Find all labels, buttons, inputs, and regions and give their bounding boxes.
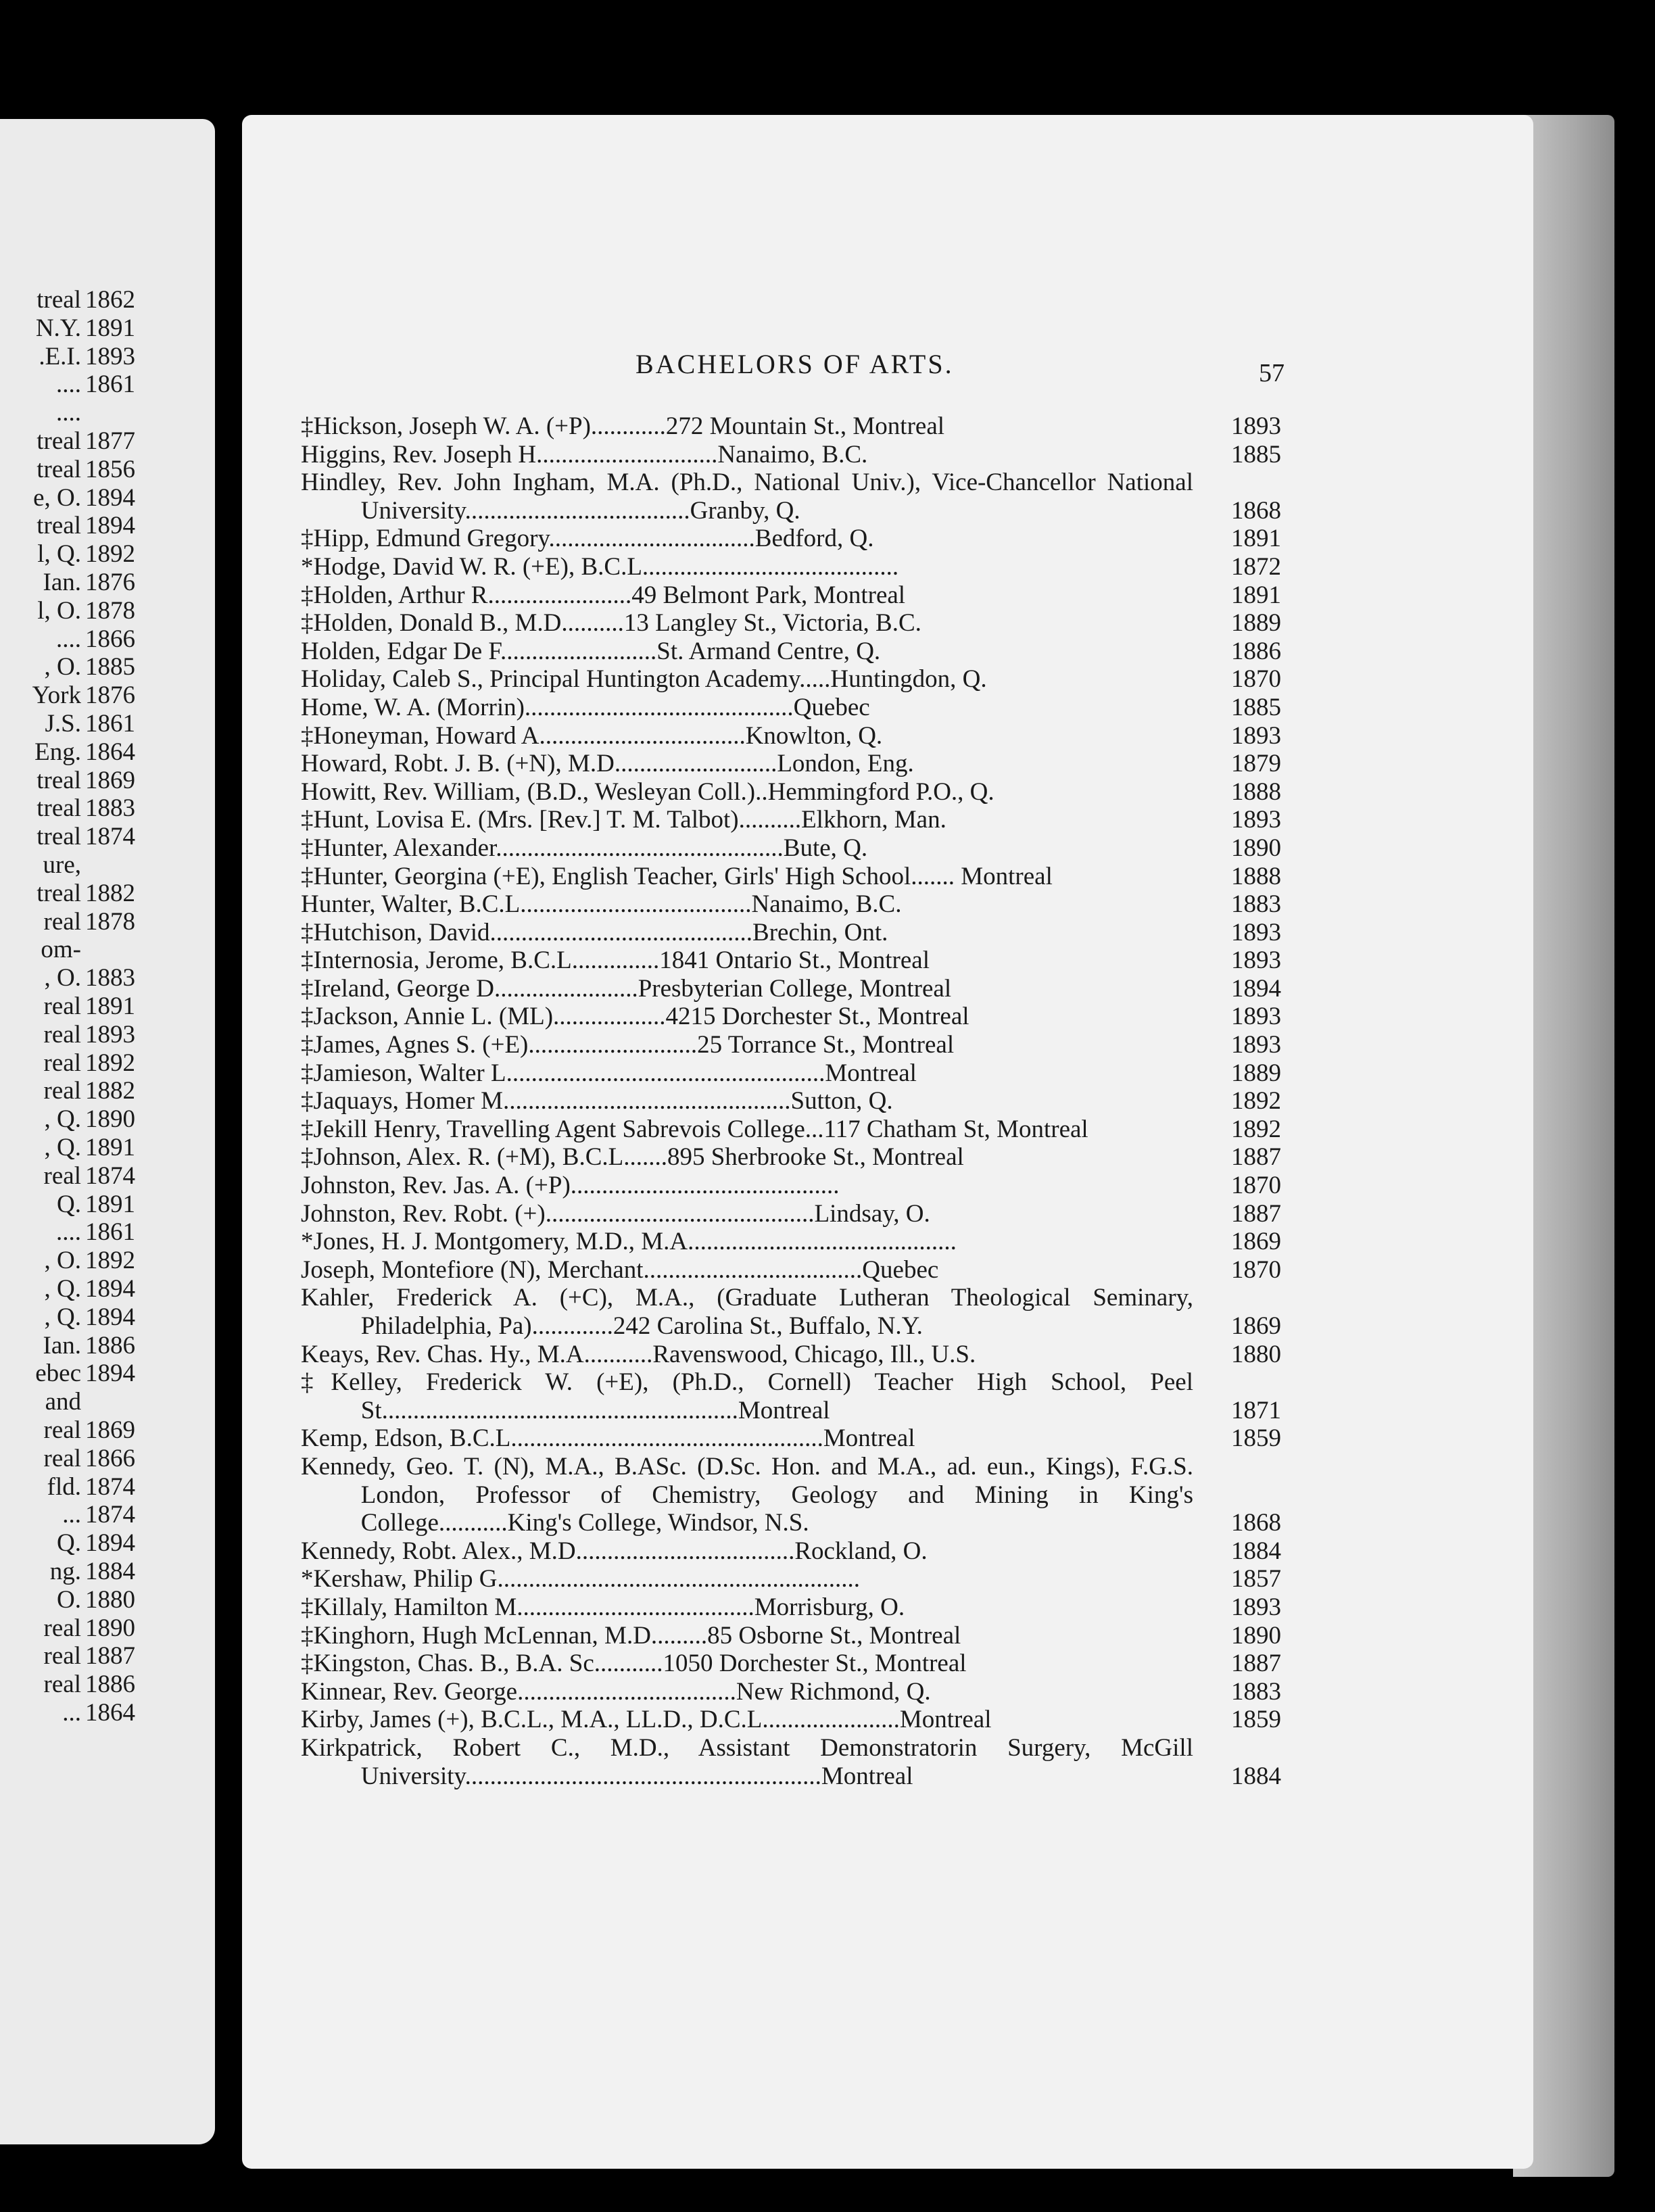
left-fragment-text: real	[43, 1444, 81, 1472]
entry-text: *Jones, H. J. Montgomery, M.D., M.A...........................................	[301, 1228, 957, 1256]
entry	[301, 1031, 1281, 1059]
left-fragment-row	[0, 1445, 133, 1472]
entry-year: 1890	[1231, 1621, 1281, 1650]
left-fragment-year: 1861	[85, 1218, 135, 1247]
entry-year: 1888	[1231, 777, 1281, 806]
left-fragment-text: J.S.	[45, 710, 81, 738]
left-fragment-text: , Q.	[44, 1303, 81, 1331]
entry-text: ‡Kelley, Frederick W. (+E), (Ph.D., Cornell) Teacher High School, Peel St.........................................................Montreal	[301, 1368, 1193, 1424]
left-fragment-row	[0, 1700, 133, 1727]
left-fragment-year: 1874	[85, 1501, 135, 1529]
entry-text: ‡Jaquays, Homer M..............................................Sutton, Q.	[301, 1087, 893, 1115]
entry	[301, 1678, 1281, 1706]
left-fragment-row	[0, 1671, 133, 1698]
left-fragment-year: 1874	[85, 823, 135, 851]
left-fragment-year: 1866	[85, 1444, 135, 1472]
left-fragment-year: 1861	[85, 370, 135, 399]
entry-text: ‡Hunter, Alexander..............................................Bute, Q.	[301, 834, 868, 862]
left-fragment-row	[0, 315, 133, 342]
left-fragment-text: real	[43, 1642, 81, 1670]
entry	[301, 975, 1281, 1003]
entry-text: *Hodge, David W. R. (+E), B.C.L.........................................	[301, 552, 899, 581]
entry-year: 1870	[1231, 1172, 1281, 1200]
entry-year: 1893	[1231, 946, 1281, 975]
entry-text: ‡Holden, Donald B., M.D..........13 Langley St., Victoria, B.C.	[301, 609, 921, 638]
left-fragment-year: 1886	[85, 1331, 135, 1360]
entry-text: ‡Johnson, Alex. R. (+M), B.C.L.......895 Sherbrooke St., Montreal	[301, 1143, 964, 1172]
left-fragment-year: 1864	[85, 1699, 135, 1727]
entry	[301, 1143, 1281, 1172]
entry-year: 1886	[1231, 637, 1281, 665]
entry-text: Holden, Edgar De F.........................St. Armand Centre, Q.	[301, 637, 881, 665]
entry-year: 1887	[1231, 1143, 1281, 1172]
left-fragment-row	[0, 1643, 133, 1670]
left-fragment-row	[0, 1106, 133, 1133]
left-fragment-year: 1894	[85, 483, 135, 512]
left-fragment-text: treal	[37, 455, 81, 483]
left-fragment-year: 1892	[85, 1247, 135, 1275]
left-fragment-year: 1894	[85, 1303, 135, 1331]
entry-text: Kinnear, Rev. George...................................New Richmond, Q.	[301, 1677, 931, 1706]
entry-year: 1885	[1231, 440, 1281, 468]
entry	[301, 468, 1281, 525]
left-fragment-text: .E.I.	[39, 342, 81, 370]
entry-text: ‡Honeyman, Howard A.................................Knowlton, Q.	[301, 721, 883, 750]
left-fragment-row	[0, 1276, 133, 1303]
left-fragment-text: e, O.	[33, 483, 81, 512]
entry-text: Higgins, Rev. Joseph H.............................Nanaimo, B.C.	[301, 440, 868, 468]
left-fragment-text: real	[43, 1670, 81, 1699]
entry	[301, 1368, 1281, 1424]
left-fragment-text: om-	[41, 936, 81, 964]
entry	[301, 1734, 1281, 1790]
left-fragment-row	[0, 823, 133, 850]
entry	[301, 834, 1281, 863]
left-fragment-text: ....	[56, 399, 81, 427]
left-fragment-year: 1891	[85, 1190, 135, 1218]
left-fragment-text: N.Y.	[35, 314, 81, 342]
left-fragment-year: 1876	[85, 569, 135, 596]
left-fragment-text: l, O.	[37, 596, 81, 625]
entry-year: 1892	[1231, 1087, 1281, 1115]
left-fragment-row	[0, 598, 133, 625]
entry	[301, 1706, 1281, 1734]
left-fragment-text: O.	[57, 1585, 81, 1614]
left-fragment-year: 1878	[85, 596, 135, 625]
left-fragment-text: treal	[37, 823, 81, 851]
left-fragment-row	[0, 880, 133, 907]
left-fragment-row	[0, 965, 133, 992]
left-fragment-row	[0, 1050, 133, 1077]
entry	[301, 581, 1281, 610]
left-fragment-text: Ian.	[43, 1331, 81, 1360]
entry	[301, 946, 1281, 975]
left-fragment-year: 1886	[85, 1670, 135, 1699]
left-fragment-row	[0, 1501, 133, 1529]
left-fragment-row	[0, 1530, 133, 1557]
left-fragment-row	[0, 852, 133, 879]
left-fragment-text: and	[45, 1388, 81, 1416]
entry	[301, 1228, 1281, 1256]
left-fragment-year: 1874	[85, 1161, 135, 1190]
entry-text: Keays, Rev. Chas. Hy., M.A...........Ravenswood, Chicago, Ill., U.S.	[301, 1340, 976, 1368]
entry	[301, 553, 1281, 581]
entry-text: ‡James, Agnes S. (+E)...........................25 Torrance St., Montreal	[301, 1031, 955, 1059]
entry	[301, 863, 1281, 891]
entry	[301, 1284, 1281, 1340]
entry-year: 1892	[1231, 1115, 1281, 1143]
left-fragment-year: 1877	[85, 427, 135, 455]
entry-text: Joseph, Montefiore (N), Merchant...................................Quebec	[301, 1255, 939, 1284]
entry	[301, 806, 1281, 834]
left-fragment-text: l, Q.	[37, 540, 81, 569]
entry-year: 1885	[1231, 693, 1281, 721]
left-fragment-year: 1893	[85, 1020, 135, 1049]
entry-year: 1884	[1231, 1537, 1281, 1565]
left-fragment-row	[0, 569, 133, 596]
entry	[301, 890, 1281, 919]
entry-text: ‡Hickson, Joseph W. A. (+P)............272 Mountain St., Montreal	[301, 412, 945, 440]
entry-year: 1893	[1231, 1031, 1281, 1059]
left-fragment-row	[0, 343, 133, 370]
entry	[301, 1593, 1281, 1622]
left-fragment-text: fld.	[47, 1472, 81, 1501]
left-fragment-row	[0, 287, 133, 314]
left-fragment-year: 1880	[85, 1585, 135, 1614]
entry-text: Howard, Robt. J. B. (+N), M.D..........................London, Eng.	[301, 750, 914, 778]
left-fragment-text: York	[32, 681, 81, 710]
left-fragment-year: 1893	[85, 342, 135, 370]
left-fragment-row	[0, 541, 133, 568]
entry	[301, 1087, 1281, 1115]
left-fragment-text: treal	[37, 512, 81, 540]
entry-text: ‡Hunter, Georgina (+E), English Teacher, Girls' High School....... Montreal	[301, 862, 1053, 890]
entry-year: 1883	[1231, 890, 1281, 919]
entry-year: 1868	[1231, 1509, 1281, 1537]
entry-year: 1893	[1231, 806, 1281, 834]
entry-text: ‡Jackson, Annie L. (ML)..................4215 Dorchester St., Montreal	[301, 1003, 969, 1031]
left-fragment-text: real	[43, 1020, 81, 1049]
entry	[301, 722, 1281, 750]
left-fragment-row	[0, 400, 133, 427]
left-fragment-row	[0, 936, 133, 963]
entry-year: 1869	[1231, 1228, 1281, 1256]
entry-year: 1894	[1231, 974, 1281, 1003]
entry-text: Holiday, Caleb S., Principal Huntington Academy.....Huntingdon, Q.	[301, 665, 987, 694]
entry-year: 1891	[1231, 525, 1281, 553]
entry-text: Kemp, Edson, B.C.L..................................................Montreal	[301, 1424, 915, 1453]
entry-year: 1891	[1231, 581, 1281, 609]
left-fragment-year: 1892	[85, 540, 135, 569]
entry	[301, 412, 1281, 441]
left-fragment-text: ure,	[43, 851, 81, 879]
entry-year: 1889	[1231, 1059, 1281, 1087]
entry	[301, 1565, 1281, 1593]
left-fragment-year: 1892	[85, 1049, 135, 1077]
left-fragment-row	[0, 739, 133, 766]
entry-year: 1887	[1231, 1650, 1281, 1678]
left-fragment-year: 1891	[85, 1134, 135, 1161]
left-page	[0, 119, 215, 2144]
left-fragment-text: Eng.	[34, 738, 81, 766]
entry-year: 1893	[1231, 412, 1281, 440]
left-fragment-year: 1891	[85, 992, 135, 1020]
left-fragment-row	[0, 711, 133, 738]
entry-text: ‡Jekill Henry, Travelling Agent Sabrevois College...117 Chatham St, Montreal	[301, 1115, 1088, 1143]
left-fragment-year: 1883	[85, 794, 135, 823]
left-fragment-row	[0, 993, 133, 1020]
left-fragment-row	[0, 1587, 133, 1614]
entry-year: 1888	[1231, 862, 1281, 890]
entry-year: 1893	[1231, 721, 1281, 750]
left-fragment-row	[0, 1389, 133, 1416]
entry-text: Johnston, Rev. Robt. (+)...........................................Lindsay, O.	[301, 1199, 930, 1228]
left-fragment-year: 1878	[85, 907, 135, 936]
entry	[301, 750, 1281, 778]
entry-text: ‡Holden, Arthur R.......................49 Belmont Park, Montreal	[301, 581, 906, 609]
left-fragment-row	[0, 1021, 133, 1049]
entry-text: ‡Kingston, Chas. B., B.A. Sc...........1050 Dorchester St., Montreal	[301, 1650, 967, 1678]
entry-year: 1890	[1231, 834, 1281, 862]
left-fragment-text: Q.	[57, 1190, 81, 1218]
entry-year: 1893	[1231, 1003, 1281, 1031]
left-fragment-year: 1883	[85, 964, 135, 992]
left-fragment-year: 1894	[85, 1360, 135, 1388]
entry-year: 1868	[1231, 496, 1281, 525]
entry-year: 1889	[1231, 609, 1281, 638]
entry-year: 1859	[1231, 1424, 1281, 1453]
left-fragment-text: , O.	[44, 1247, 81, 1275]
left-fragment-text: , Q.	[44, 1275, 81, 1303]
entry-text: Kennedy, Geo. T. (N), M.A., B.ASc. (D.Sc. Hon. and M.A., ad. eun., Kings), F.G.S. London, Professor of Chemistry, Geology and Mining in King's College...........King's College, Windsor, N.S.	[301, 1452, 1193, 1537]
entry-year: 1884	[1231, 1762, 1281, 1790]
left-fragment-text: ebec	[35, 1360, 81, 1388]
entry-year: 1869	[1231, 1312, 1281, 1340]
left-fragment-text: real	[43, 1614, 81, 1642]
left-fragment-text: , O.	[44, 653, 81, 681]
left-fragment-row	[0, 485, 133, 512]
entry-text: Kirby, James (+), B.C.L., M.A., LL.D., D.C.L......................Montreal	[301, 1706, 992, 1734]
left-fragment-text: real	[43, 1161, 81, 1190]
left-fragment-text: , Q.	[44, 1134, 81, 1161]
entry	[301, 1341, 1281, 1369]
left-fragment-text: real	[43, 1077, 81, 1105]
left-fragment-row	[0, 626, 133, 653]
entry	[301, 1424, 1281, 1453]
entry-year: 1893	[1231, 1593, 1281, 1621]
left-fragment-text: ....	[56, 1218, 81, 1247]
left-fragment-year: 1864	[85, 738, 135, 766]
left-fragment-year: 1890	[85, 1105, 135, 1134]
entry-year: 1872	[1231, 552, 1281, 581]
entry-text: Hunter, Walter, B.C.L.....................................Nanaimo, B.C.	[301, 890, 902, 919]
left-fragment-text: Ian.	[43, 569, 81, 596]
running-head: BACHELORS OF ARTS.	[635, 349, 954, 379]
entry	[301, 441, 1281, 469]
left-fragment-text: , O.	[44, 964, 81, 992]
entry-text: ‡Ireland, George D.......................Presbyterian College, Montreal	[301, 974, 952, 1003]
left-fragment-row	[0, 767, 133, 794]
left-fragment-row	[0, 909, 133, 936]
left-fragment-row	[0, 1332, 133, 1360]
entry	[301, 1537, 1281, 1566]
entry-text: Kennedy, Robt. Alex., M.D...................................Rockland, O.	[301, 1537, 928, 1565]
left-fragment-row	[0, 1474, 133, 1501]
entry-year: 1870	[1231, 665, 1281, 694]
left-fragment-row	[0, 1163, 133, 1190]
left-fragment-row	[0, 1134, 133, 1161]
left-fragment-year: 1890	[85, 1614, 135, 1642]
entry-text: Home, W. A. (Morrin)...........................................Quebec	[301, 693, 870, 721]
entry-year: 1893	[1231, 918, 1281, 946]
entry-year: 1883	[1231, 1677, 1281, 1706]
left-fragment-year: 1869	[85, 1416, 135, 1444]
left-fragment-row	[0, 1191, 133, 1218]
left-fragment-text: treal	[37, 766, 81, 794]
left-fragment-year: 1882	[85, 879, 135, 907]
entry	[301, 665, 1281, 694]
left-fragment-year: 1887	[85, 1642, 135, 1670]
entry-year: 1857	[1231, 1565, 1281, 1593]
entry-year: 1870	[1231, 1255, 1281, 1284]
left-fragment-text: ....	[56, 370, 81, 399]
left-fragment-text: real	[43, 1049, 81, 1077]
left-fragment-row	[0, 654, 133, 681]
entry	[301, 778, 1281, 807]
entry	[301, 919, 1281, 947]
entry-text: Johnston, Rev. Jas. A. (+P)...........................................	[301, 1172, 840, 1200]
left-fragment-row	[0, 1615, 133, 1642]
left-fragment-year: 1885	[85, 653, 135, 681]
entry-year: 1887	[1231, 1199, 1281, 1228]
entry-text: *Kershaw, Philip G..........................................................	[301, 1565, 860, 1593]
left-fragment-year: 1866	[85, 625, 135, 653]
left-fragment-text: ng.	[49, 1558, 81, 1585]
entry-text: ‡Jamieson, Walter L...................................................Montreal	[301, 1059, 917, 1087]
left-fragment-text: treal	[37, 879, 81, 907]
left-fragment-row	[0, 1219, 133, 1246]
left-fragment-row	[0, 1247, 133, 1274]
entry	[301, 525, 1281, 553]
entry	[301, 638, 1281, 666]
left-fragment-row	[0, 1360, 133, 1387]
left-fragment-text: ....	[56, 625, 81, 653]
left-fragment-text: real	[43, 1416, 81, 1444]
entry-year: 1871	[1231, 1396, 1281, 1424]
entry-year: 1880	[1231, 1340, 1281, 1368]
entry	[301, 1059, 1281, 1088]
left-fragment-year: 1884	[85, 1558, 135, 1585]
left-fragment-text: treal	[37, 794, 81, 823]
entry-list	[301, 412, 1281, 1790]
entry	[301, 1453, 1281, 1537]
left-fragment-year: 1894	[85, 512, 135, 540]
entry-text: Hindley, Rev. John Ingham, M.A. (Ph.D., National Univ.), Vice-Chancellor National University....................................Granby, Q.	[301, 468, 1193, 525]
entry	[301, 1200, 1281, 1228]
entry-text: Kirkpatrick, Robert C., M.D., Assistant Demonstratorin Surgery, McGill University.........................................................Montreal	[301, 1733, 1193, 1790]
left-fragment-year: 1894	[85, 1275, 135, 1303]
entry	[301, 1622, 1281, 1650]
entry-year: 1859	[1231, 1706, 1281, 1734]
left-fragment-text: real	[43, 907, 81, 936]
left-fragment-text: Q.	[57, 1529, 81, 1558]
entry	[301, 609, 1281, 638]
entry-text: ‡Hipp, Edmund Gregory.................................Bedford, Q.	[301, 525, 874, 553]
entry-text: ‡Hunt, Lovisa E. (Mrs. [Rev.] T. M. Talbot)..........Elkhorn, Man.	[301, 806, 946, 834]
entry-year: 1879	[1231, 750, 1281, 778]
left-fragment-text: real	[43, 992, 81, 1020]
left-fragment-year: 1869	[85, 766, 135, 794]
left-fragment-text: ...	[62, 1699, 81, 1727]
left-fragment-text: treal	[37, 427, 81, 455]
left-fragment-year: 1891	[85, 314, 135, 342]
left-fragment-row	[0, 682, 133, 709]
left-fragment-year: 1894	[85, 1529, 135, 1558]
entry-text: Howitt, Rev. William, (B.D., Wesleyan Coll.)..Hemmingford P.O., Q.	[301, 777, 994, 806]
left-fragment-text: ...	[62, 1501, 81, 1529]
left-fragment-row	[0, 371, 133, 398]
entry	[301, 1115, 1281, 1144]
entry-text: ‡Kinghorn, Hugh McLennan, M.D.........85 Osborne St., Montreal	[301, 1621, 961, 1650]
entry	[301, 1650, 1281, 1678]
entry	[301, 1172, 1281, 1200]
left-fragment-year: 1882	[85, 1077, 135, 1105]
left-fragment-year: 1861	[85, 710, 135, 738]
left-fragment-year: 1874	[85, 1472, 135, 1501]
left-fragment-row	[0, 795, 133, 822]
entry	[301, 1256, 1281, 1284]
entry-text: ‡Internosia, Jerome, B.C.L..............1841 Ontario St., Montreal	[301, 946, 930, 975]
left-fragment-row	[0, 1078, 133, 1105]
page-number: 57	[1259, 359, 1285, 387]
entry	[301, 1003, 1281, 1031]
left-fragment-year: 1876	[85, 681, 135, 710]
left-fragment-row	[0, 512, 133, 539]
left-fragment-year: 1856	[85, 455, 135, 483]
left-fragment-year: 1862	[85, 286, 135, 314]
entry-text: Kahler, Frederick A. (+C), M.A., (Graduate Lutheran Theological Seminary, Philadelphia, Pa).............242 Carolina St., Buffalo, N.Y.	[301, 1284, 1193, 1340]
left-fragment-row	[0, 1558, 133, 1585]
left-fragment-row	[0, 1304, 133, 1331]
left-fragment-text: treal	[37, 286, 81, 314]
entry-text: ‡Hutchison, David..........................................Brechin, Ont.	[301, 918, 888, 946]
left-fragment-row	[0, 428, 133, 455]
left-fragment-row	[0, 1417, 133, 1444]
left-fragment-row	[0, 456, 133, 483]
left-fragment-text: , Q.	[44, 1105, 81, 1134]
entry-text: ‡Killaly, Hamilton M......................................Morrisburg, O.	[301, 1593, 905, 1621]
entry	[301, 694, 1281, 722]
